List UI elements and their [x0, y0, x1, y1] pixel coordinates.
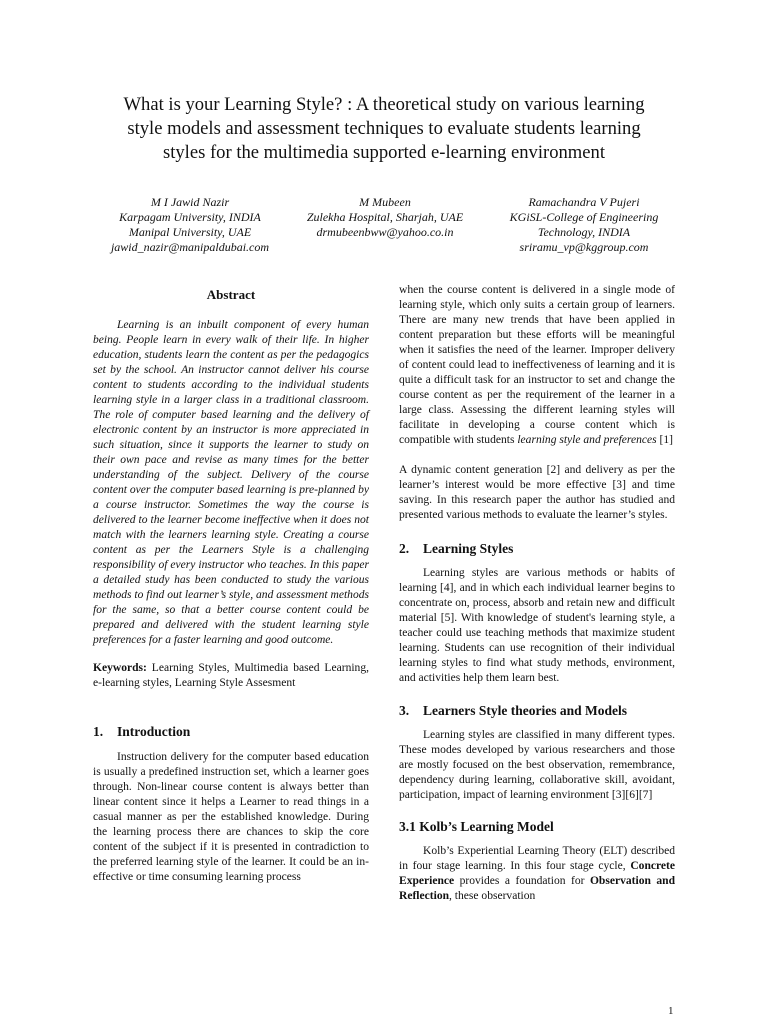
title-line-2: style models and assessment techniques to evaluate students learning [127, 118, 641, 139]
section-title: Learners Style theories and Models [423, 703, 627, 718]
title-line-1: What is your Learning Style? : A theoretical study on various learning [123, 94, 645, 115]
section-number: 3. [399, 703, 410, 718]
theories-text: Learning styles are classified in many different types. These modes developed by various researchers and those are mostly focused on the best observation, remembrance, dependency during learning, collaborative skill, avoidant, participation, impact of learning environment [3][6][7] [399, 729, 675, 801]
author-affiliation: Manipal University, UAE [128, 225, 252, 239]
author-affiliation: Zulekha Hospital, Sharjah, UAE [306, 210, 464, 224]
section-number: 2. [399, 541, 410, 556]
keywords-text: Learning Styles, Multimedia based Learning, e-learning styles, Learning Style Assesment [93, 662, 369, 689]
learning-styles-text: Learning styles are various methods or habits of learning [4], and in which each individual learner begins to concentrate on, process, absorb and retain new and difficult material [5]. With knowledge of student's learning style, a teacher could use teaching methods that maximize student learning. Students can use recognition of their individual learning styles to find what study methods, environment, and activities help them learn best. [399, 567, 675, 684]
abstract-heading: Abstract [206, 287, 256, 302]
keywords [93, 661, 369, 691]
bold-term: Concrete Experience [399, 860, 675, 887]
paragraph-text: provides a foundation for [454, 875, 590, 887]
author-affiliation: KGiSL-College of Engineering [509, 210, 659, 224]
right-column [399, 283, 675, 904]
author-name: Ramachandra V Pujeri [528, 195, 640, 209]
section-heading-theories [399, 702, 675, 720]
dynamic-content-paragraph: A dynamic content generation [2] and delivery as per the learner’s interest would be more effective [3] and time saving. In this research paper the author has studied and presented various methods to evaluate the learner’s styles. [399, 464, 675, 521]
author-name: M I Jawid Nazir [150, 195, 230, 209]
section-heading-learning-styles [399, 540, 675, 558]
abstract-text: Learning is an inbuilt component of every human being. People learn in every walk of their life. In higher education, students learn the content as per the pedagogics set by the school. An instructor cannot deliver his course content to students according to the individual students learning style in a larger class in a traditional classroom. The role of computer based learning and the delivery of electronic content by an instructor is more appreciated in such situation, since it supports the learner to study on their own pace and revise as many times for the better understanding of the subject. Delivery of the course content over the computer based learning is pre-planned by a course instructor. Sometimes the way the course is delivered to the learner become ineffective when it does not match with the learners learning style. Creating a course content as per the Learners Style is a challenging responsibility of every instructor who teaches. In this paper a detailed study has been conducted to study the various methods to find out learner’s style, and assessment methods for the same, so that a better course content could be prepared and delivered with the student learning style preferences for a faster learning and good outcome. [93, 319, 369, 646]
author-affiliation: Technology, INDIA [537, 225, 631, 239]
bold-term: Observation and Reflection [399, 875, 675, 902]
author-affiliation: Karpagam University, INDIA [119, 210, 261, 224]
subsection-heading-kolb: 3.1 Kolb’s Learning Model [399, 819, 554, 834]
kolb-text [399, 844, 675, 904]
paragraph-text: Kolb’s Experiential Learning Theory (ELT) described in four stage learning. In this four stage cycle, [399, 845, 675, 872]
title-line-3: styles for the multimedia supported e-learning environment [162, 142, 605, 163]
introduction-text: Instruction delivery for the computer based education is usually a predefined instruction set, which a learner goes through. Non-linear course content is always better than linear content since it helps a Learner to read things in a casual manner as per the established knowledge. During the learning process there are chances to skip the core content of the subject if it is presented in contradiction to the preferred learning style of the learner. It could be an in- effective or time consuming learning process [93, 751, 369, 883]
paragraph-text: when the course content is delivered in a single mode of learning style, which only suits a certain group of learners. There are many new trends that have been applied in content preparation but these efforts will be meaningful when it satisfies the need of the learner. Improper delivery of content could lead to ineffectiveness of learning and it is quite a difficult task for an instructor to set and change the course content as per the requirement of the learner in a large class. Assessing the different learning styles will facilitate in developing a course content which is compatible with students [399, 284, 675, 446]
section-title: Introduction [117, 724, 191, 739]
paragraph-text: , these observation [449, 890, 536, 902]
section-number: 1. [93, 724, 104, 739]
section-heading-introduction [93, 723, 369, 741]
author-name: M Mubeen [359, 195, 411, 209]
section-title: Learning Styles [423, 541, 514, 556]
emphasis-text: learning style and preferences [517, 434, 657, 446]
citation: [1] [656, 434, 673, 446]
author-email: drmubeenbww@yahoo.co.in [316, 225, 454, 239]
author-3 [464, 195, 704, 255]
author-email: jawid_nazir@manipaldubai.com [110, 240, 270, 254]
author-email: sriramu_vp@kggroup.com [519, 240, 649, 254]
keywords-label: Keywords: [93, 662, 147, 674]
paper-title [60, 93, 708, 165]
page-number: 1 [668, 1005, 674, 1017]
left-column [93, 283, 369, 885]
continued-paragraph [399, 283, 675, 448]
